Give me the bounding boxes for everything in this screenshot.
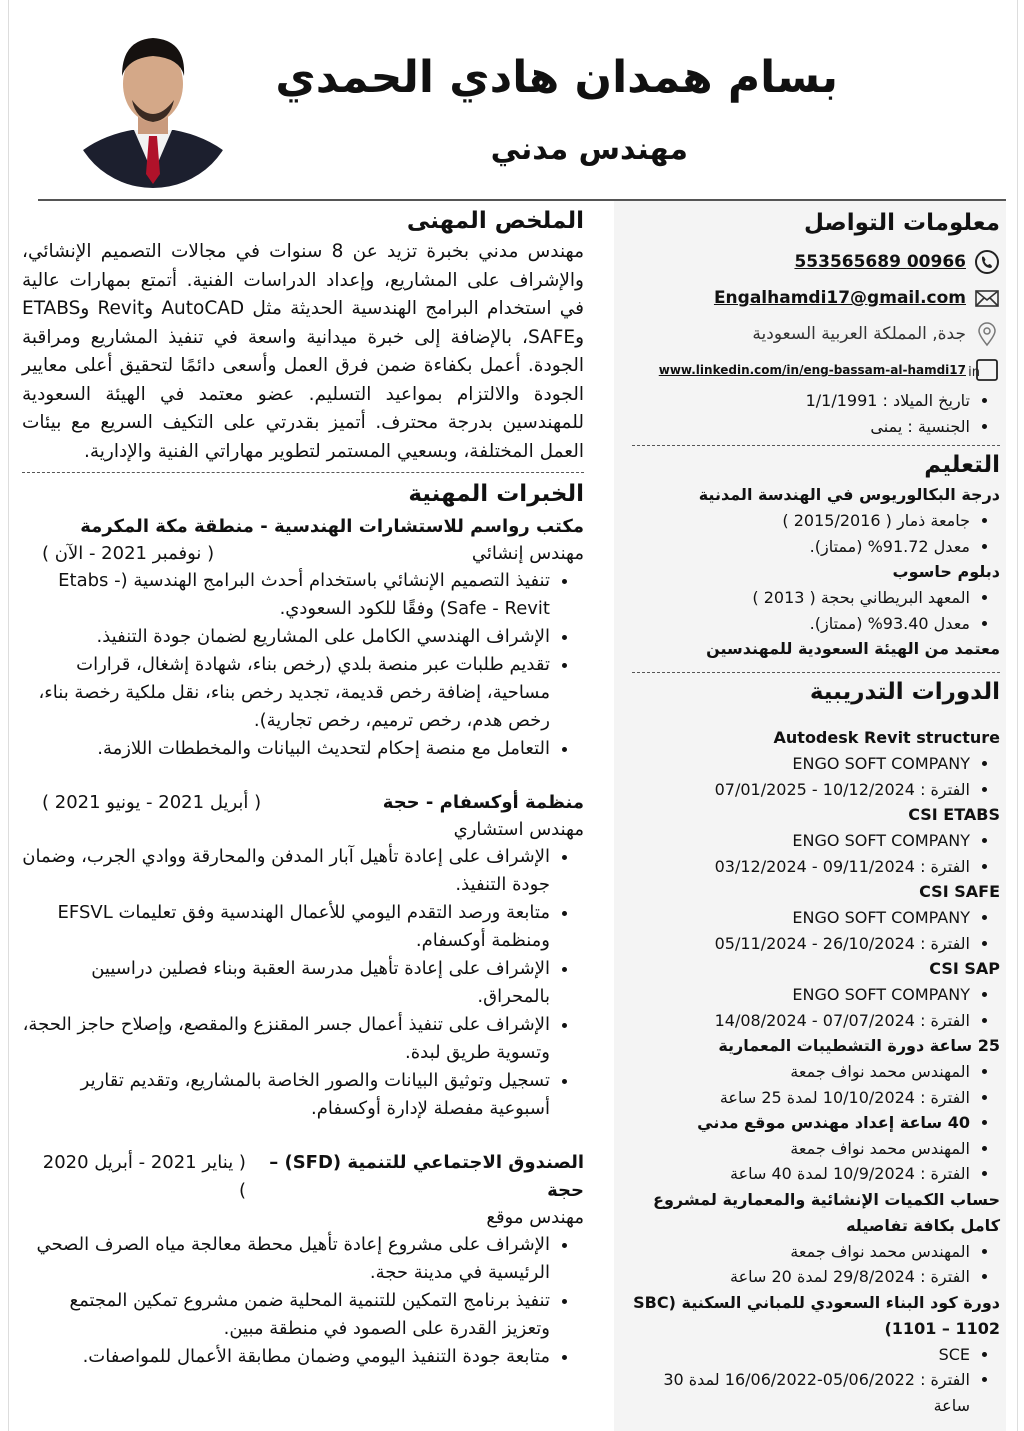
map-pin-icon <box>974 321 1000 347</box>
course-details <box>628 751 1000 802</box>
job-org: مكتب رواسم للاستشارات الهندسية - منطقة مكة المكرمة <box>80 516 584 537</box>
course-detail: • الفترة : 10/10/2024 لمدة 25 ساعة <box>628 1085 970 1111</box>
section-divider <box>22 472 584 473</box>
job-org: الصندوق الاجتماعي للتنمية (SFD) – حجة <box>269 1152 584 1201</box>
contact-location <box>628 316 1000 352</box>
experience-section <box>22 477 584 1371</box>
job-entry <box>22 789 584 1123</box>
course-detail: • الفترة : 10/9/2024 لمدة 40 ساعة <box>628 1161 970 1187</box>
linkedin-link[interactable]: www.linkedin.com/in/eng-bassam-al-hamdi17 <box>658 363 966 377</box>
job-bullet: • التعامل مع منصة إحكام لتحديث البيانات والمخططات اللازمة. <box>22 735 550 763</box>
education-heading: التعليم <box>924 452 1000 478</box>
sidebar <box>628 206 1000 1418</box>
job-entry <box>22 1149 584 1371</box>
job-org: منظمة أوكسفام - حجة <box>382 792 584 813</box>
degree-details <box>628 508 1000 559</box>
linkedin-icon <box>968 357 1000 383</box>
job-bullet: • تقديم طلبات عبر منصة بلدي (رخص بناء، شهادة إشغال، قرارات مساحية، إضافة رخص قديمة، تجديد رخص بناء، نقل ملكية رخصة بناء، رخص هدم، رخص ترميم، رخص تجارية). <box>22 651 550 735</box>
candidate-title: مهندس مدني <box>490 132 688 167</box>
spacer <box>22 1123 584 1149</box>
job-bullet: • الإشراف على تنفيذ أعمال جسر المقنزع والمقصع، وإصلاح حاجز الحجة، وتسوية طريق لبدة. <box>22 1011 550 1067</box>
main-column <box>22 204 584 1371</box>
contact-heading: معلومات التواصل <box>804 210 1000 236</box>
course-detail: • ENGO SOFT COMPANY <box>628 751 970 777</box>
course-detail: • SCE <box>628 1342 970 1368</box>
section-divider <box>632 445 1000 446</box>
course-title-list <box>628 1110 1000 1136</box>
accreditation: معتمد من الهيئة السعودية للمهندسين <box>706 639 1000 658</box>
course-detail: • الفترة : 10/12/2024 - 07/01/2025 <box>628 777 970 803</box>
course-detail: • ENGO SOFT COMPANY <box>628 905 970 931</box>
course-details <box>628 905 1000 956</box>
degree-details <box>628 585 1000 636</box>
course-detail: • المهندس محمد نواف جمعة <box>628 1239 970 1265</box>
job-bullet: • الإشراف الهندسي الكامل على المشاريع لضمان جودة التنفيذ. <box>22 623 550 651</box>
spacer <box>22 763 584 789</box>
course-detail: • الفترة : 07/07/2024 - 14/08/2024 <box>628 1008 970 1034</box>
job-role-line <box>22 817 584 843</box>
course-title: 25 ساعة دورة التشطيبات المعمارية <box>718 1036 1000 1055</box>
job-bullets <box>22 567 584 763</box>
job-bullet: • تنفيذ برنامج التمكين للتنمية المحلية ضمن مشروع تمكين المجتمع وتعزيز القدرة على الصمود في منطقة مبين. <box>22 1287 550 1343</box>
degree-detail: • المعهد البريطاني بحجة ( 2013 ) <box>628 585 970 611</box>
envelope-icon <box>974 285 1000 311</box>
course-details <box>628 1059 1000 1110</box>
job-dates: ( أبريل 2021 - يونيو 2021 ) <box>42 792 262 813</box>
course-details <box>628 1239 1000 1290</box>
course-detail: • المهندس محمد نواف جمعة <box>628 1059 970 1085</box>
job-role-line <box>22 1205 584 1231</box>
job-header <box>22 513 584 541</box>
job-dates: ( نوفمبر 2021 - الآن ) <box>42 543 215 564</box>
degree-detail: • معدل 91.72% (ممتاز). <box>628 534 970 560</box>
degree-title: درجة البكالوريوس في الهندسة المدنية <box>698 485 1000 504</box>
job-bullet: • تسجيل وتوثيق البيانات والصور الخاصة بالمشاريع، وتقديم تقارير أسبوعية مفصلة لإدارة أوكسفام. <box>22 1067 550 1123</box>
course-detail: • الفترة : 09/11/2024 - 03/12/2024 <box>628 854 970 880</box>
course-details <box>628 1136 1000 1187</box>
job-entry <box>22 513 584 763</box>
personal-info-list <box>628 388 1000 439</box>
degree-detail: • جامعة ذمار ( 2015/2016 ) <box>628 508 970 534</box>
course-detail: • الفترة : 05/06/2022-16/06/2022 لمدة 30 ساعة <box>628 1367 970 1418</box>
course-details <box>628 828 1000 879</box>
job-bullet: • الإشراف على إعادة تأهيل مدرسة العقبة وبناء فصلين دراسيين بالمحراق. <box>22 955 550 1011</box>
summary-text: مهندس مدني بخبرة تزيد عن 8 سنوات في مجالات التصميم الإنشائي، والإشراف على المشاريع، وإعداد الدراسات الفنية. أتمتع بمهارات عالية في استخدام البرامج الهندسية الحديثة مثل AutoCAD وRevit وETABS وSAFE، بالإضافة إلى خبرة ميدانية واسعة في تنفيذ المشاريع ومراقبة الجودة. أعمل بكفاءة ضمن فرق العمل وأسعى دائمًا لتحقيق أعلى معايير الجودة والالتزام بمواعيد التسليم. عضو معتمد في الهيئة السعودية للمهندسين بدرجة محترف. أتميز بقدرتي على التكيف السريع مع بيئات العمل المختلفة، وبسعيي المستمر لتطوير مهاراتي الفنية والإدارية. <box>22 241 584 462</box>
job-dates: ( يناير 2021 - أبريل 2020 ) <box>42 1152 246 1201</box>
job-bullets <box>22 1231 584 1371</box>
course-detail: • ENGO SOFT COMPANY <box>628 982 970 1008</box>
job-header <box>22 789 584 817</box>
course-detail: • ENGO SOFT COMPANY <box>628 828 970 854</box>
contact-phone <box>628 244 1000 280</box>
course-title: CSI SAFE <box>919 882 1000 901</box>
job-bullets <box>22 843 584 1123</box>
course-details <box>628 1342 1000 1419</box>
course-title: حساب الكميات الإنشائية والمعمارية لمشروع كامل بكافة تفاصيله <box>653 1189 1000 1235</box>
job-bullet: • متابعة جودة التنفيذ اليومي وضمان مطابقة الأعمال للمواصفات. <box>22 1343 550 1371</box>
course-detail: • المهندس محمد نواف جمعة <box>628 1136 970 1162</box>
email-link[interactable]: Engalhamdi17@gmail.com <box>713 288 966 308</box>
course-title: • 40 ساعة إعداد مهندس موقع مدني <box>628 1110 970 1136</box>
course-detail: • الفترة : 29/8/2024 لمدة 20 ساعة <box>628 1264 970 1290</box>
profile-photo <box>70 24 236 188</box>
job-role: مهندس موقع <box>486 1207 584 1228</box>
birth-date: • تاريخ الميلاد : 1/1/1991 <box>628 388 970 414</box>
course-title: CSI ETABS <box>908 805 1000 824</box>
job-bullet: • تنفيذ التصميم الإنشائي باستخدام أحدث البرامج الهندسية (Etabs - Safe - Revit) وفقًا للكود السعودي. <box>22 567 550 623</box>
nationality: • الجنسية : يمنى <box>628 414 970 440</box>
job-role-line <box>22 541 584 567</box>
experience-heading: الخبرات المهنية <box>408 481 584 507</box>
courses-heading: الدورات التدريبية <box>809 679 1000 705</box>
job-role: مهندس استشاري <box>453 819 584 840</box>
job-bullet: • متابعة ورصد التقدم اليومي للأعمال الهندسية وفق تعليمات EFSVL ومنظمة أوكسفام. <box>22 899 550 955</box>
job-header <box>22 1149 584 1205</box>
degree-detail: • معدل 93.40% (ممتاز). <box>628 611 970 637</box>
section-divider <box>632 672 1000 673</box>
summary-section <box>22 204 584 466</box>
location-text: جدة, المملكة العربية السعودية <box>752 324 966 344</box>
contact-email <box>628 280 1000 316</box>
course-detail: • الفترة : 26/10/2024 - 05/11/2024 <box>628 931 970 957</box>
job-bullet: • الإشراف على مشروع إعادة تأهيل محطة معالجة مياه الصرف الصحي الرئيسية في مدينة حجة. <box>22 1231 550 1287</box>
summary-heading: الملخص المهنى <box>406 208 584 234</box>
course-title: دورة كود البناء السعودي للمباني السكنية (SBC 1101 – 1102) <box>633 1292 1000 1338</box>
course-title: CSI SAP <box>929 959 1000 978</box>
degree-title: دبلوم حاسوب <box>892 562 1000 581</box>
contact-linkedin <box>628 352 1000 388</box>
course-details <box>628 982 1000 1033</box>
job-bullet: • الإشراف على إعادة تأهيل آبار المدفن والمحارقة ووادي الجرب، وضمان جودة التنفيذ. <box>22 843 550 899</box>
phone-link[interactable]: 00966 553565689 <box>794 252 966 272</box>
job-role: مهندس إنشائي <box>471 543 584 564</box>
course-title: Autodesk Revit structure <box>773 728 1000 747</box>
phone-icon <box>974 249 1000 275</box>
candidate-name: بسام همدان هادي الحمدي <box>275 52 838 103</box>
svg-text:in: in <box>968 365 980 380</box>
